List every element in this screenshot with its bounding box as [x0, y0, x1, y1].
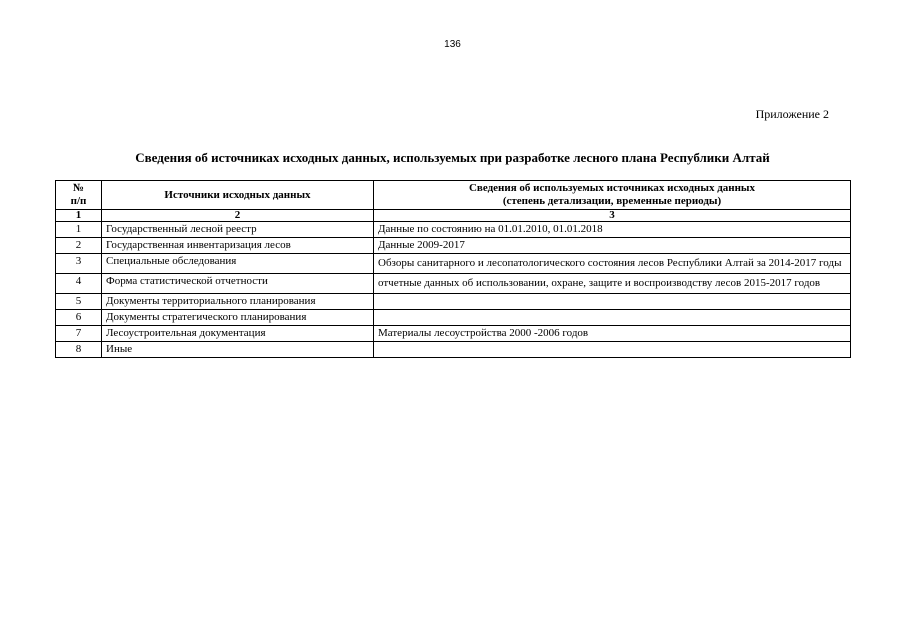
header-details-line1: Сведения об используемых источниках исходных данных	[468, 182, 756, 194]
row-details: Данные 2009-2017	[374, 238, 851, 254]
header-number-line1: №	[72, 182, 85, 194]
row-number: 6	[56, 310, 102, 326]
table-row	[56, 274, 851, 294]
row-source: Лесоустроительная документация	[102, 326, 374, 342]
row-source: Документы территориального планирования	[102, 294, 374, 310]
row-details: Данные по состоянию на 01.01.2010, 01.01.2018	[374, 222, 851, 238]
row-number: 3	[56, 254, 102, 274]
header-source: Источники исходных данных	[102, 181, 374, 210]
header-details-line2: (степень детализации, временные периоды)	[502, 195, 722, 207]
row-details: Обзоры санитарного и лесопатологического состояния лесов Республики Алтай за 2014-2017 годы	[374, 254, 851, 274]
header-number	[56, 181, 102, 210]
row-source: Государственный лесной реестр	[102, 222, 374, 238]
row-number: 4	[56, 274, 102, 294]
row-source: Государственная инвентаризация лесов	[102, 238, 374, 254]
row-source: Иные	[102, 342, 374, 358]
column-number: 2	[102, 210, 374, 222]
row-number: 5	[56, 294, 102, 310]
table-row	[56, 254, 851, 274]
row-number: 1	[56, 222, 102, 238]
table-row	[56, 310, 851, 326]
row-source: Специальные обследования	[102, 254, 374, 274]
table-row	[56, 294, 851, 310]
table-row	[56, 342, 851, 358]
sources-table	[55, 180, 851, 358]
row-number: 8	[56, 342, 102, 358]
table-row	[56, 326, 851, 342]
row-details: Материалы лесоустройства 2000 -2006 годов	[374, 326, 851, 342]
column-number-row	[56, 210, 851, 222]
row-details: отчетные данных об использовании, охране, защите и воспроизводству лесов 2015-2017 годов	[374, 274, 851, 294]
row-details	[374, 310, 851, 326]
header-number-line2: п/п	[70, 195, 87, 207]
appendix-label: Приложение 2	[755, 107, 829, 121]
table-row	[56, 222, 851, 238]
row-number: 7	[56, 326, 102, 342]
row-details	[374, 294, 851, 310]
column-number: 3	[374, 210, 851, 222]
row-source: Документы стратегического планирования	[102, 310, 374, 326]
header-details	[374, 181, 851, 210]
table-row	[56, 238, 851, 254]
row-source: Форма статистической отчетности	[102, 274, 374, 294]
table-header-row	[56, 181, 851, 210]
row-details	[374, 342, 851, 358]
page-number: 136	[444, 39, 461, 50]
column-number: 1	[56, 210, 102, 222]
row-number: 2	[56, 238, 102, 254]
document-title: Сведения об источниках исходных данных, используемых при разработке лесного плана Республики Алтай	[135, 150, 770, 165]
